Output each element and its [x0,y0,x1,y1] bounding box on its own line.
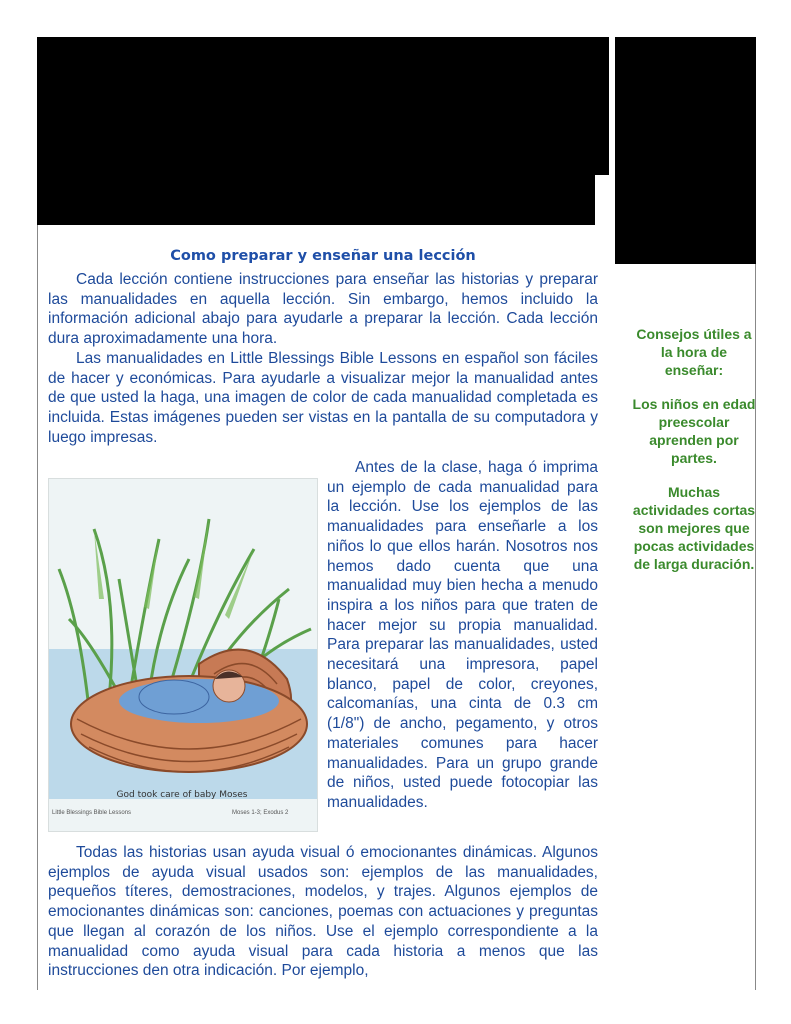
visual-aids-text [48,843,598,981]
redacted-header-block-lower [37,175,595,225]
intro-paragraph-2: Las manualidades en Little Blessings Bible Lessons en español son fáciles de hacer y económicas. Para ayudarle a visualizar mejor la manualidad antes de que usted la haga, una imagen de color de cada manualidad completada es incluida. Estas imágenes pueden ser vistas en la pantalla de su computadora y luego impresas. [48,349,598,446]
redacted-header-block [37,37,609,175]
intro-text [48,270,598,447]
tip-item: Los niños en edad preescolar aprenden por partes. [632,396,756,466]
illustration-credit-left: Little Blessings Bible Lessons [52,810,132,816]
tips-heading: Consejos útiles a la hora de enseñar: [636,326,752,378]
visual-aids-paragraph: Todas las historias usan ayuda visual ó emocionantes dinámicas. Algunos ejemplos de ayuda visual usados son: ejemplos de las manualidades, pequeños títeres, demostraciones, modelos, y trajes. Algunos ejemplos de emocionantes dinámicas son: canciones, poemas con actuaciones y preguntas que llegan al corazón de los niños. Use el ejemplo correspondiente a la manualidad como ayuda visual para cada historia a menos que las instrucciones den otra indicación. Por ejemplo, [48,844,598,980]
illustration-credit-right: Moses 1-3; Exodus 2 [232,810,289,816]
craft-preparation-text [327,458,598,813]
page-title: Como preparar y enseñar una lección [170,248,476,264]
illustration-caption: God took care of baby Moses [116,790,248,800]
intro-paragraph-1: Cada lección contiene instrucciones para enseñar las historias y preparar las manualidades en aquella lección. Sin embargo, hemos incluido la información adicional abajo para ayudarle a preparar la lección. Cada lección dura aproximadamente una hora. [48,271,598,348]
tip-item: Muchas actividades cortas son mejores que pocas actividades de larga duración. [632,484,756,572]
redacted-sidebar-header [615,37,756,264]
craft-preparation-paragraph: Antes de la clase, haga ó imprima un ejemplo de cada manualidad para la lección. Use los ejemplos de las manualidades para enseñarle a los niños lo que ellos harán. Nosotros nos hemos dado cuenta que una manualidad muy bien hecha a menudo inspira a los niños para que traten de hacer mejor su propia manualidad. Para preparar las manualidades, usted necesitará una impresora, papel blanco, papel de color, creyones, calcomanías, una cinta de 0.3 cm (1/8") de ancho, pegamento, y otros materiales comunes para hacer manualidades. Para un grupo grande de niños, usted puede fotocopiar las manualidades. [327,459,598,811]
moses-basket-illustration [48,478,318,832]
teaching-tips-sidebar [630,325,758,589]
page-border-left [37,225,38,990]
